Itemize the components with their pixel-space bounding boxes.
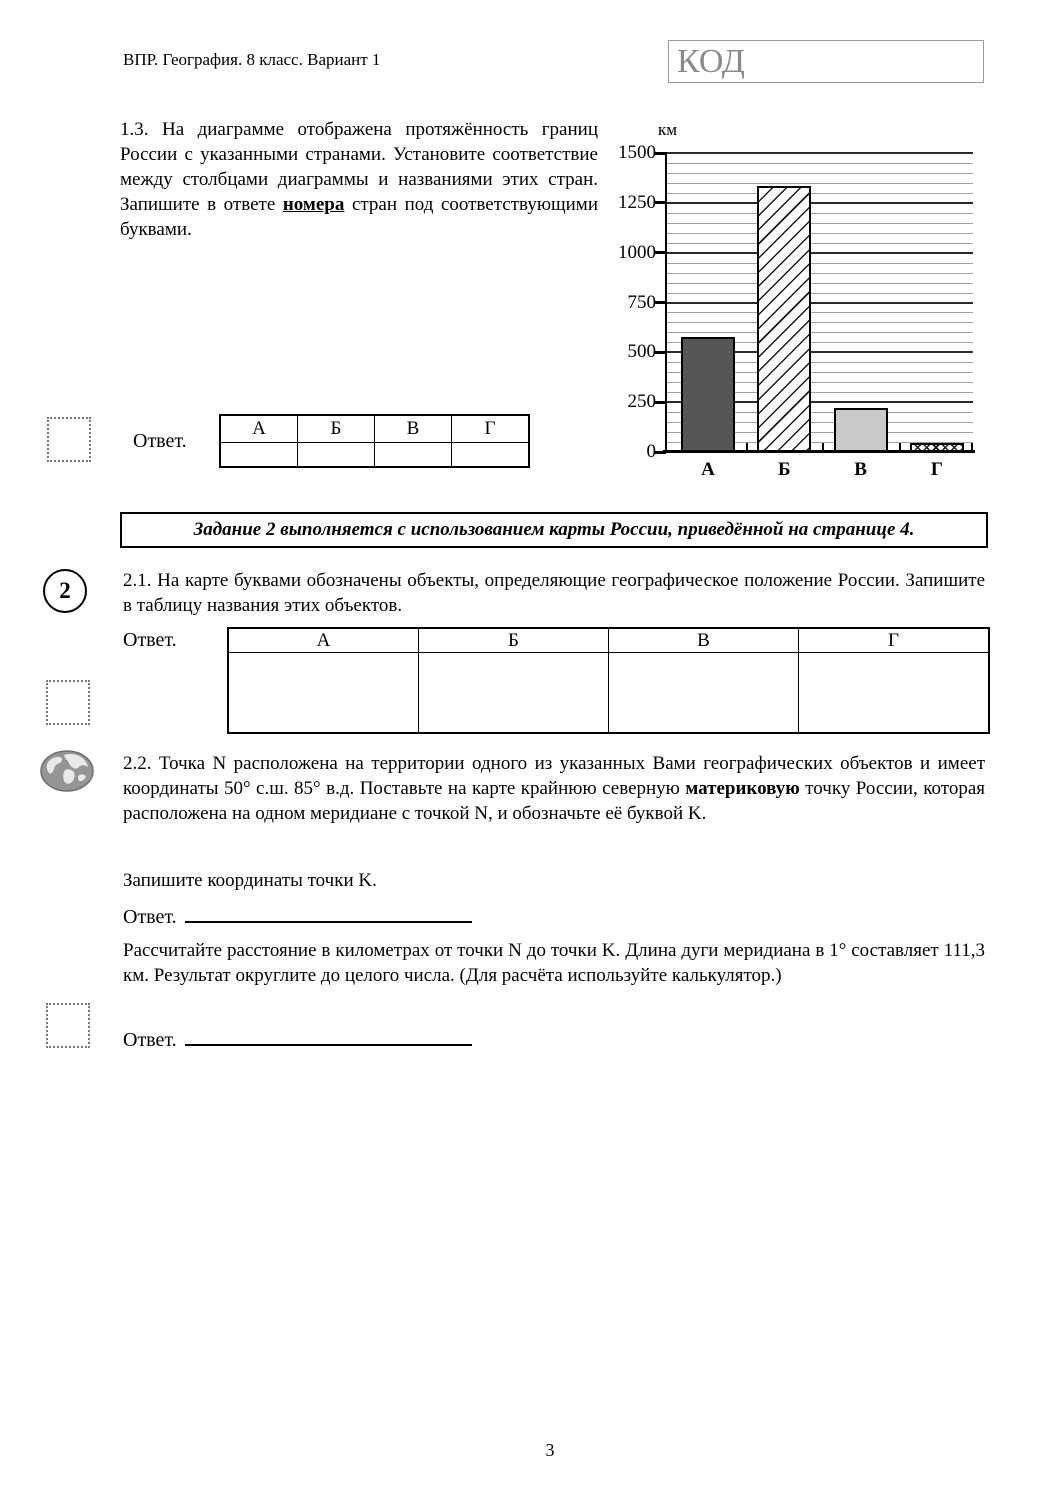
y-axis-label: 500: [627, 341, 656, 363]
code-box[interactable]: [668, 40, 984, 83]
bar-В: [834, 408, 888, 452]
gridline-minor: [665, 233, 973, 234]
score-box-1-3: [47, 417, 91, 462]
globe-icon: [40, 748, 94, 799]
answer-table-2-1-header-v: В: [609, 629, 799, 653]
answer-cell[interactable]: [419, 653, 609, 733]
gridline-minor: [665, 173, 973, 174]
gridline-minor: [665, 243, 973, 244]
answer-table-1-3: [220, 415, 529, 467]
border-length-bar-chart: [620, 118, 995, 488]
answer-label-distance: Ответ.: [123, 1029, 177, 1051]
x-axis-label-А: А: [701, 459, 715, 480]
answer-table-1-3-header-a: А: [221, 416, 298, 443]
answer-label-coords: Ответ.: [123, 906, 177, 928]
y-axis-label: 1000: [618, 241, 656, 263]
answer-cell[interactable]: [298, 443, 375, 467]
y-axis-label: 1500: [618, 142, 656, 163]
page-number: 3: [545, 1440, 555, 1460]
task-2-number: 2: [59, 578, 71, 603]
gridline-minor: [665, 213, 973, 214]
bar-А: [681, 337, 735, 452]
answer-line-coords: [123, 905, 472, 929]
y-axis-label: 750: [627, 291, 656, 313]
answer-table-1-3-header-v: В: [375, 416, 452, 443]
answer-table-2-1-header-g: Г: [799, 629, 989, 653]
gridline-minor: [665, 263, 973, 264]
answer-table-2-1-header-a: А: [229, 629, 419, 653]
answer-blank-distance[interactable]: [185, 1028, 472, 1046]
gridline-minor: [665, 312, 973, 313]
gridline-minor: [665, 183, 973, 184]
x-axis-label-Б: Б: [778, 459, 791, 480]
x-axis-label-В: В: [854, 459, 867, 480]
code-label: КОД: [677, 43, 745, 80]
answer-label-2-1: Ответ.: [123, 629, 177, 651]
y-axis-label: 250: [627, 391, 656, 413]
task-2-1-text: 2.1. На карте буквами обозначены объекты, определяющие географическое положение России. Запишите в таблицу названия этих объектов.: [123, 570, 985, 616]
gridline-minor: [665, 193, 973, 194]
score-box-2-1: [46, 680, 90, 725]
answer-cell[interactable]: [229, 653, 419, 733]
task-2-2-calc-text: Рассчитайте расстояние в километрах от точки N до точки K. Длина дуги меридиана в 1° составляет 111,3 км. Результат округлите до целого числа. (Для расчёта используйте калькулятор.): [123, 940, 985, 986]
answer-blank-coords[interactable]: [185, 905, 472, 923]
chart-x-axis: [663, 450, 975, 453]
task-2-number-badge: [43, 569, 87, 613]
gridline-minor: [665, 163, 973, 164]
answer-table-2-1: [228, 628, 989, 733]
answer-cell[interactable]: [221, 443, 298, 467]
bar-Б: [757, 186, 811, 452]
answer-label-1-3: Ответ.: [133, 430, 187, 452]
gridline-major: [665, 302, 973, 304]
chart-y-axis: [665, 152, 667, 453]
doc-title: ВПР. География. 8 класс. Вариант 1: [123, 50, 381, 69]
gridline-minor: [665, 293, 973, 294]
task-2-2-text: 2.2. Точка N расположена на территории одного из указанных Вами географических объектов и имеет координаты 50° с.ш. 85° в.д. Поставьте на карте крайнюю северную материковую точку России, которая расположена на одном меридиане с точкой N, и обозначьте её буквой K.: [123, 753, 985, 824]
y-axis-label: 1250: [618, 191, 656, 213]
gridline-major: [665, 252, 973, 254]
section-2-banner: Задание 2 выполняется с использованием карты России, приведённой на странице 4.: [120, 512, 988, 548]
gridline-major: [665, 152, 973, 154]
score-box-2-2: [46, 1003, 90, 1048]
answer-table-2-1-header-b: Б: [419, 629, 609, 653]
chart-unit-label: км: [658, 120, 678, 139]
y-axis-label: 0: [646, 441, 656, 462]
x-axis-label-Г: Г: [930, 459, 943, 480]
answer-cell[interactable]: [452, 443, 529, 467]
answer-cell[interactable]: [375, 443, 452, 467]
answer-line-distance: [123, 1028, 472, 1052]
answer-cell[interactable]: [609, 653, 799, 733]
gridline-minor: [665, 283, 973, 284]
answer-table-1-3-header-b: Б: [298, 416, 375, 443]
task-2-2-write-coords: Запишите координаты точки K.: [123, 870, 377, 891]
task-1-3-text: 1.3. На диаграмме отображена протяжённость границ России с указанными странами. Установите соответствие между столбцами диаграммы и названиями этих стран. Запишите в ответе номера стран под соответствующими буквами.: [120, 119, 598, 240]
gridline-major: [665, 202, 973, 204]
gridline-minor: [665, 322, 973, 323]
gridline-minor: [665, 223, 973, 224]
gridline-minor: [665, 273, 973, 274]
answer-table-1-3-header-g: Г: [452, 416, 529, 443]
answer-cell[interactable]: [799, 653, 989, 733]
gridline-minor: [665, 332, 973, 333]
